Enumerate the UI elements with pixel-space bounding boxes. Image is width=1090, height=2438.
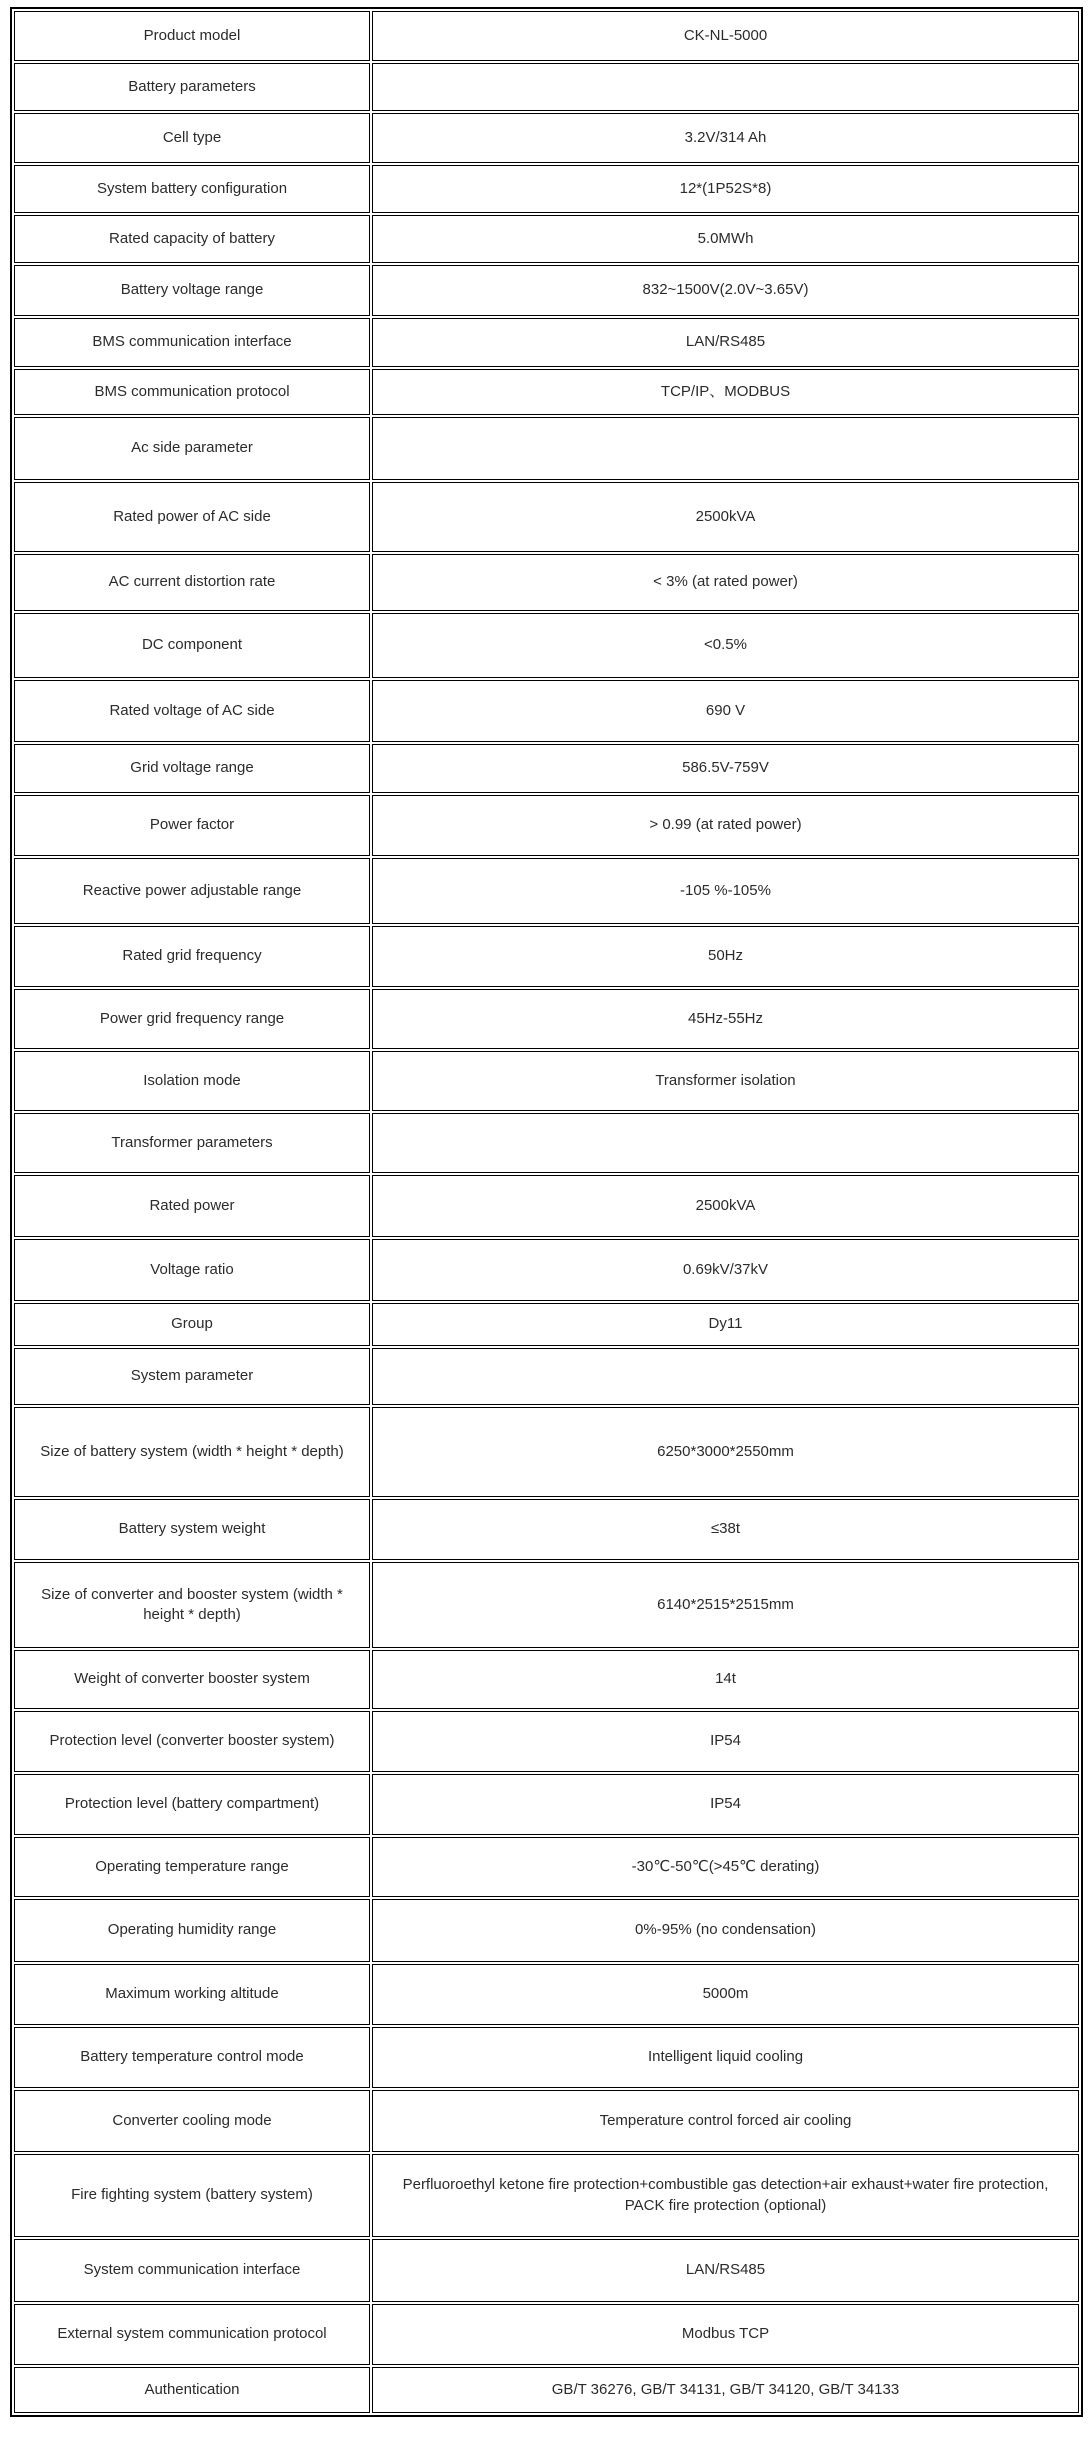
spec-value-cell: 14t [372,1650,1079,1709]
spec-value-cell: 6140*2515*2515mm [372,1562,1079,1648]
table-row [14,1239,1079,1301]
table-row [14,795,1079,856]
spec-label-cell: Product model [14,11,370,61]
table-row [14,11,1079,61]
spec-value-cell [372,63,1079,111]
table-row [14,369,1079,415]
spec-label-cell: Power factor [14,795,370,856]
spec-label-cell: Battery voltage range [14,265,370,316]
spec-label-cell: Authentication [14,2367,370,2413]
spec-value-cell: 50Hz [372,926,1079,987]
table-row [14,2090,1079,2152]
spec-label-cell: External system communication protocol [14,2304,370,2365]
spec-label-cell: Rated capacity of battery [14,215,370,263]
table-row [14,2367,1079,2413]
spec-label-cell: Protection level (converter booster system) [14,1711,370,1772]
table-row [14,1175,1079,1237]
spec-value-cell: GB/T 36276, GB/T 34131, GB/T 34120, GB/T 34133 [372,2367,1079,2413]
spec-label-cell: Converter cooling mode [14,2090,370,2152]
spec-value-cell: -30℃-50℃(>45℃ derating) [372,1837,1079,1897]
table-row [14,417,1079,480]
spec-table [10,7,1083,2417]
spec-label-cell: BMS communication protocol [14,369,370,415]
spec-label-cell: Rated voltage of AC side [14,680,370,742]
table-row [14,1348,1079,1405]
table-row [14,2304,1079,2365]
spec-value-cell: ≤38t [372,1499,1079,1560]
table-row [14,63,1079,111]
table-row [14,613,1079,678]
table-row [14,165,1079,213]
table-row [14,113,1079,163]
table-row [14,680,1079,742]
table-row [14,265,1079,316]
spec-value-cell: IP54 [372,1774,1079,1835]
table-row [14,215,1079,263]
table-row [14,1303,1079,1346]
spec-label-cell: Cell type [14,113,370,163]
spec-value-cell: Transformer isolation [372,1051,1079,1111]
spec-value-cell: 2500kVA [372,1175,1079,1237]
table-row [14,554,1079,611]
spec-label-cell: Transformer parameters [14,1113,370,1173]
table-row [14,858,1079,924]
spec-value-cell: 0.69kV/37kV [372,1239,1079,1301]
spec-value-cell: 5.0MWh [372,215,1079,263]
spec-value-cell: IP54 [372,1711,1079,1772]
spec-value-cell: Temperature control forced air cooling [372,2090,1079,2152]
spec-label-cell: Operating temperature range [14,1837,370,1897]
spec-label-cell: Fire fighting system (battery system) [14,2154,370,2237]
spec-label-cell: Maximum working altitude [14,1964,370,2025]
spec-value-cell: Dy11 [372,1303,1079,1346]
table-row [14,318,1079,367]
table-row [14,744,1079,793]
spec-value-cell: < 3% (at rated power) [372,554,1079,611]
table-row [14,1051,1079,1111]
spec-label-cell: Rated power of AC side [14,482,370,552]
table-row [14,1899,1079,1962]
spec-label-cell: Battery parameters [14,63,370,111]
spec-label-cell: Isolation mode [14,1051,370,1111]
spec-value-cell: LAN/RS485 [372,2239,1079,2302]
table-row [14,1499,1079,1560]
spec-value-cell: > 0.99 (at rated power) [372,795,1079,856]
table-row [14,1650,1079,1709]
spec-label-cell: BMS communication interface [14,318,370,367]
spec-value-cell: 45Hz-55Hz [372,989,1079,1049]
spec-value-cell: Modbus TCP [372,2304,1079,2365]
table-row [14,2154,1079,2237]
spec-value-cell: LAN/RS485 [372,318,1079,367]
spec-value-cell: Intelligent liquid cooling [372,2027,1079,2088]
spec-label-cell: AC current distortion rate [14,554,370,611]
spec-label-cell: Reactive power adjustable range [14,858,370,924]
spec-value-cell: 586.5V-759V [372,744,1079,793]
table-row [14,1711,1079,1772]
spec-label-cell: Operating humidity range [14,1899,370,1962]
table-row [14,1407,1079,1497]
spec-value-cell: 6250*3000*2550mm [372,1407,1079,1497]
spec-value-cell: 2500kVA [372,482,1079,552]
table-row [14,989,1079,1049]
spec-label-cell: System communication interface [14,2239,370,2302]
spec-label-cell: Size of battery system (width * height * depth) [14,1407,370,1497]
spec-label-cell: Rated grid frequency [14,926,370,987]
spec-label-cell: Grid voltage range [14,744,370,793]
table-row [14,2239,1079,2302]
table-row [14,1562,1079,1648]
spec-label-cell: Group [14,1303,370,1346]
spec-value-cell: <0.5% [372,613,1079,678]
spec-label-cell: Ac side parameter [14,417,370,480]
spec-value-cell [372,1113,1079,1173]
table-row [14,482,1079,552]
spec-table-body [14,11,1079,2413]
spec-label-cell: Protection level (battery compartment) [14,1774,370,1835]
spec-value-cell [372,417,1079,480]
spec-label-cell: Voltage ratio [14,1239,370,1301]
spec-value-cell: 690 V [372,680,1079,742]
table-row [14,1113,1079,1173]
table-row [14,1837,1079,1897]
spec-value-cell: CK-NL-5000 [372,11,1079,61]
spec-value-cell: TCP/IP、MODBUS [372,369,1079,415]
spec-value-cell: 3.2V/314 Ah [372,113,1079,163]
spec-label-cell: System battery configuration [14,165,370,213]
spec-value-cell: Perfluoroethyl ketone fire protection+combustible gas detection+air exhaust+water fire protection, PACK fire protection (optional) [372,2154,1079,2237]
table-row [14,2027,1079,2088]
spec-label-cell: Power grid frequency range [14,989,370,1049]
spec-value-cell: -105 %-105% [372,858,1079,924]
spec-value-cell: 0%-95% (no condensation) [372,1899,1079,1962]
table-row [14,926,1079,987]
spec-label-cell: Battery temperature control mode [14,2027,370,2088]
table-row [14,1964,1079,2025]
spec-value-cell: 832~1500V(2.0V~3.65V) [372,265,1079,316]
spec-label-cell: System parameter [14,1348,370,1405]
spec-label-cell: Weight of converter booster system [14,1650,370,1709]
spec-value-cell: 12*(1P52S*8) [372,165,1079,213]
table-row [14,1774,1079,1835]
spec-label-cell: Battery system weight [14,1499,370,1560]
spec-label-cell: Rated power [14,1175,370,1237]
spec-value-cell: 5000m [372,1964,1079,2025]
spec-value-cell [372,1348,1079,1405]
spec-label-cell: DC component [14,613,370,678]
spec-label-cell: Size of converter and booster system (width * height * depth) [14,1562,370,1648]
